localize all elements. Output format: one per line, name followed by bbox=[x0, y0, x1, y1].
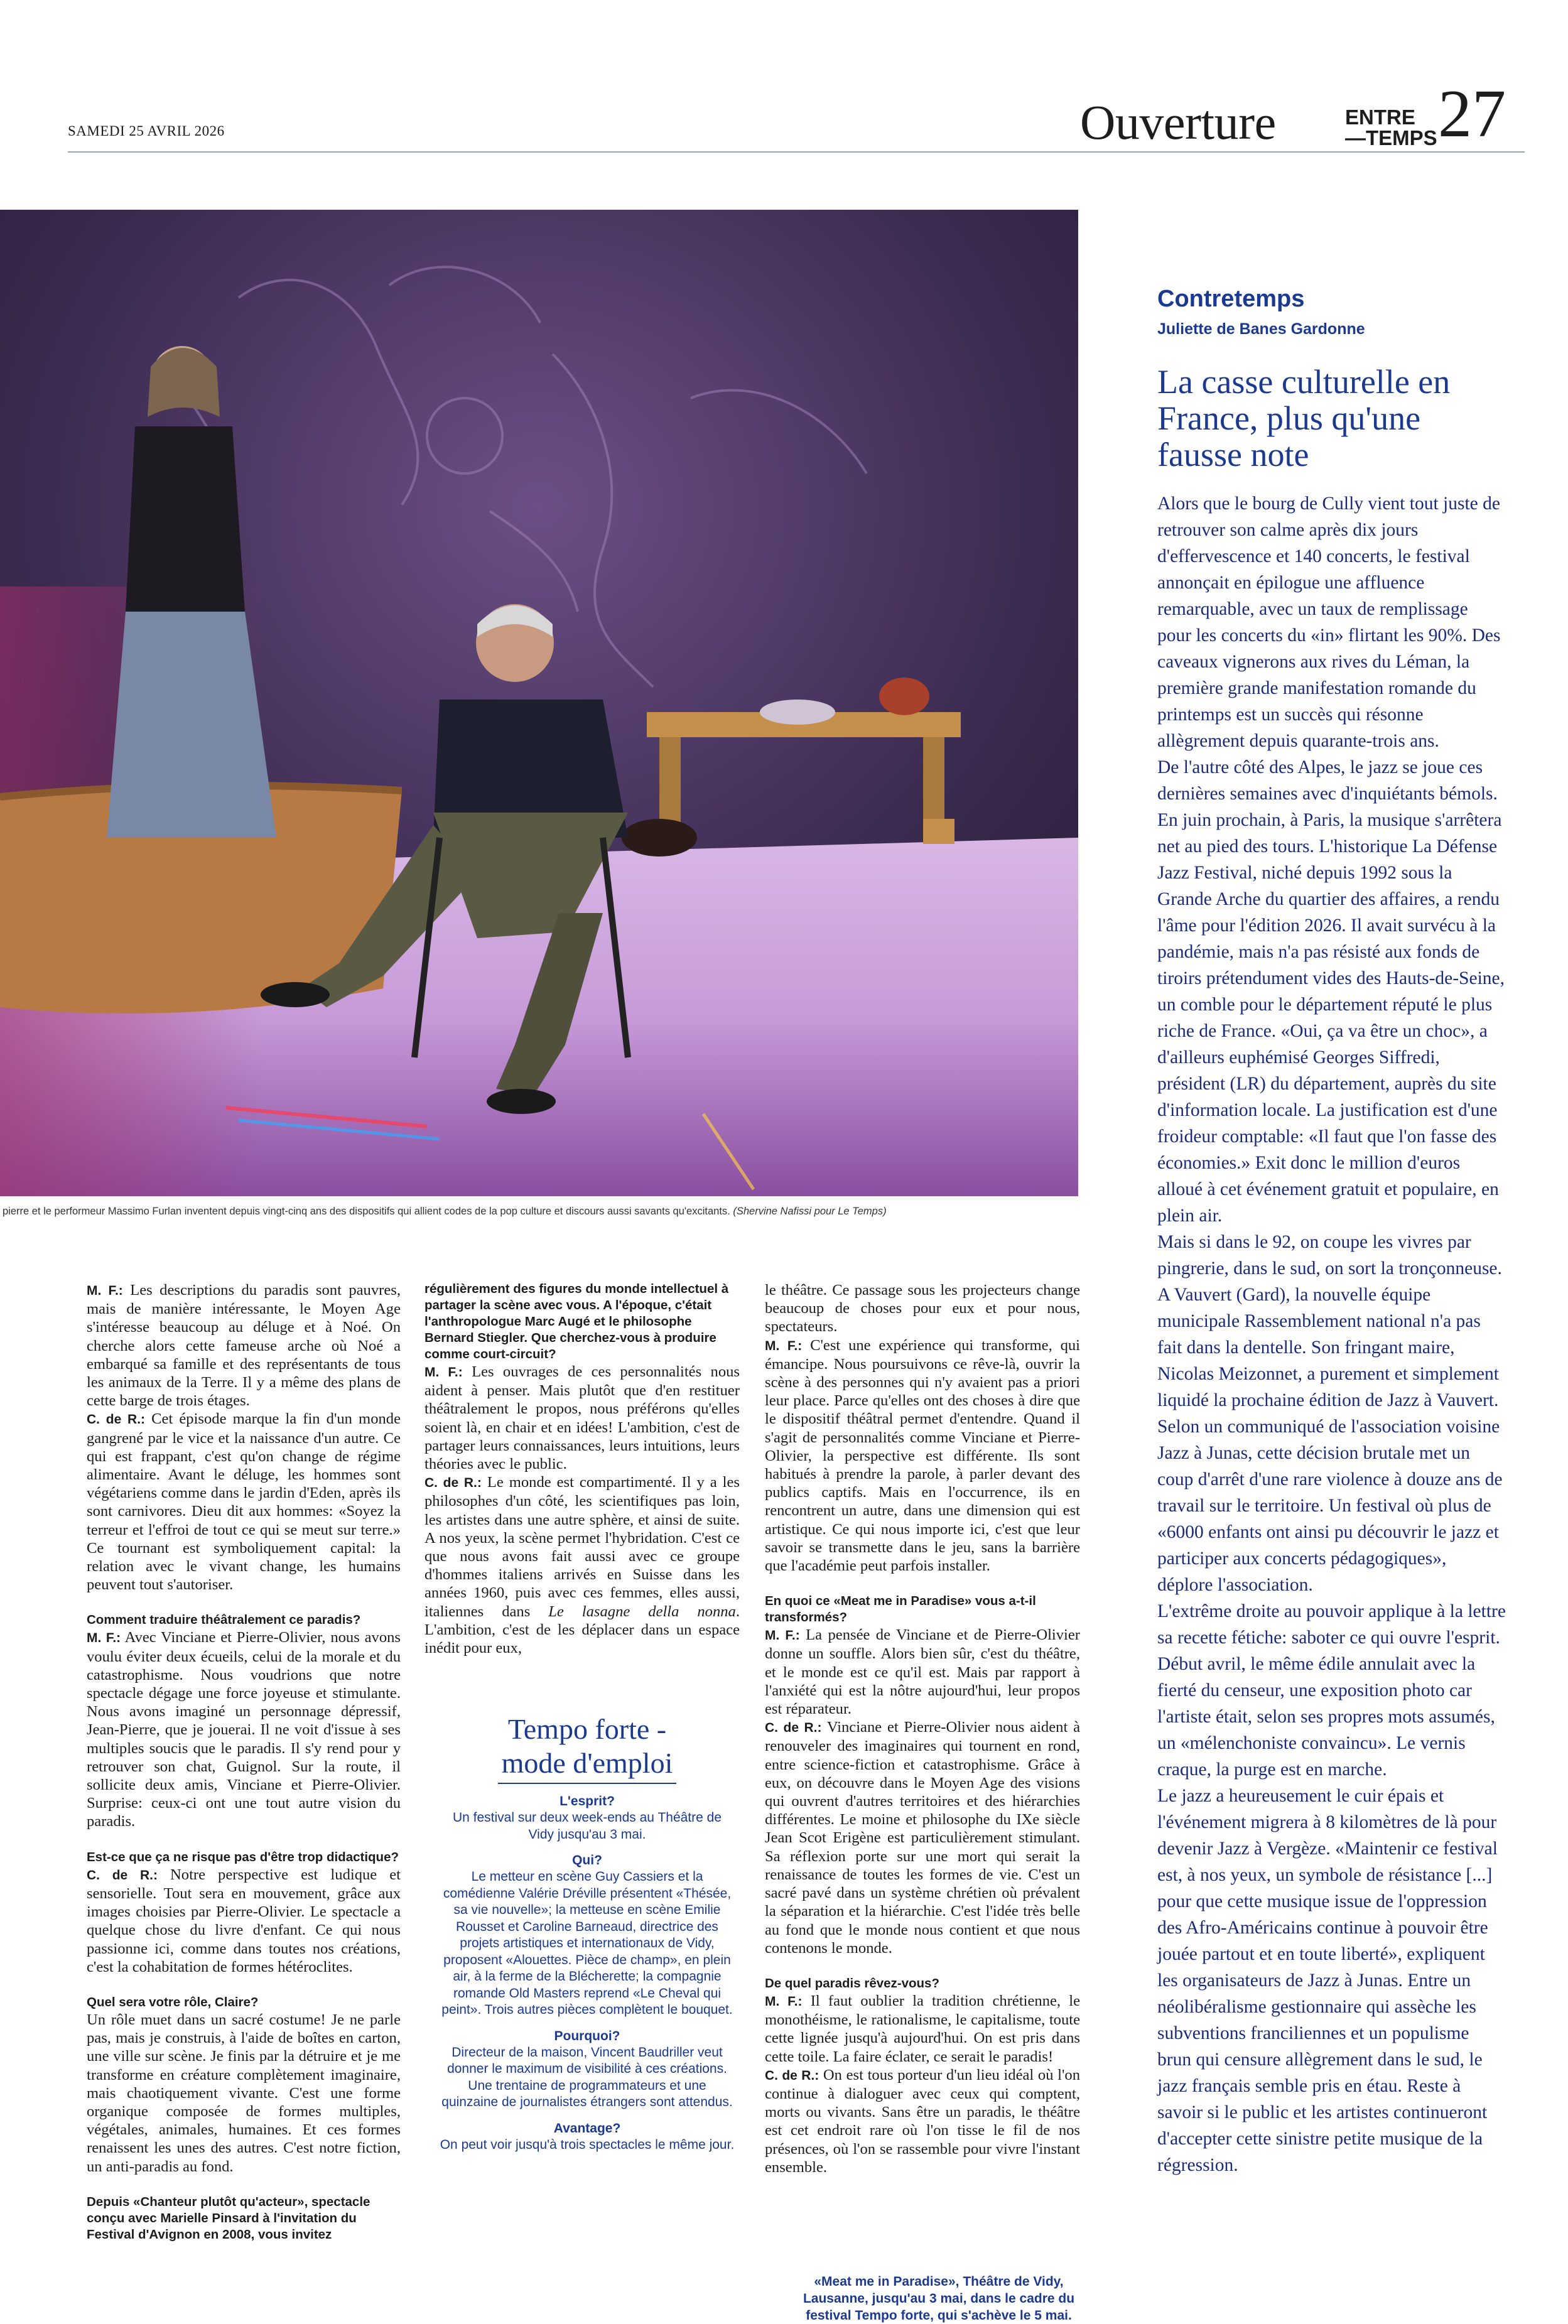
answer-text: C'est une expérience qui transforme, qui émancipe. Nous poursuivons ce rêve-là, ouvrir la scène à des personnes qui n'y avaient pas a priori leur place. Parce qu'elles ont des choses à dire que le dispositif théâtral permet d'entendre. Quand il s'agit de personnalités comme Vinciane et Pierre-Olivier, la perspective est différente. Ils sont habitués à prendre la parole, à parler devant des publics captifs. Mais en l'occurrence, ils en rencontrent un autre, dans une dimension qui est artistique. Ce qui nous importe ici, c'est que leur savoir se transmette dans le jeu, sans la barrière que l'académie peut parfois installer. bbox=[765, 1336, 1080, 1575]
speaker: M. F.: bbox=[87, 1284, 123, 1298]
tempo-forte-box bbox=[440, 1712, 735, 2153]
caption-text: pierre et le performeur Massimo Furlan inventent depuis vingt-cinq ans des dispositifs qui allient codes de la pop culture et discours aussi savants qu'excitants. bbox=[3, 1206, 730, 1217]
answer-text: Le monde est compartimenté. Il y a les philosophes d'un côté, les scientifiques pas loin, les artistes dans une autre sphère, et ainsi de suite. A nos yeux, la scène permet l'hybridation. C'est ce que nous avons fait aussi avec ce groupe d'hommes italiens arrivés en Suisse dans les années 1960, puis avec ces femmes, elles aussi, italiennes dans bbox=[424, 1474, 740, 1620]
answer-text: Cet épisode marque la fin d'un monde gangrené par le vice et la naissance d'un autre. Ce qui est frappant, c'est qu'on change de régime alimentaire. Avant le déluge, les hommes sont végétariens comme dans le jardin d'Eden, après ils sont carnivores. Dieu dit aux hommes: «Soyez la terreur et l'effroi de tout ce qui se meut sur terre.» Ce tournant est symboliquement capital: la relation avec le vivant change, les humains peuvent tout s'autoriser. bbox=[87, 1410, 401, 1594]
speaker: C. de R.: bbox=[87, 1867, 158, 1883]
speaker: M. F.: bbox=[424, 1365, 463, 1380]
answer-text: Il faut oublier la tradition chrétienne, le monothéisme, le rationalisme, le capitalisme, toute cette lignée jusqu'à aujourd'hui. On est pris dans cette toile. La faire éclater, ce serait le paradis! bbox=[765, 1992, 1080, 2065]
answer-paragraph bbox=[765, 1336, 1080, 1575]
answer-paragraph bbox=[424, 1363, 740, 1473]
column-paragraph: L'extrême droite au pouvoir applique à la lettre sa recette fétiche: saboter ce qui ouvre l'esprit. Début avril, le même édile annulait avec la fierté du censeur, une exposition photo car l'artiste était, selon ses propres mots assumés, un «mélenchoniste convaincu». Le vernis craque, la purge est en marche. bbox=[1157, 1601, 1506, 1780]
answer-text: . L'ambition, c'est de les déplacer dans un espace inédit pour eux, bbox=[424, 1602, 740, 1657]
answer-paragraph bbox=[424, 1473, 740, 1657]
column-title: La casse culturelle en France, plus qu'une fausse note bbox=[1157, 363, 1451, 473]
box-text: Un festival sur deux week-ends au Théâtre de Vidy jusqu'au 3 mai. bbox=[452, 1810, 722, 1842]
question: De quel paradis rêvez-vous? bbox=[765, 1975, 939, 1991]
answer-text: Vinciane et Pierre-Olivier nous aident à renouveler des imaginaires qui tournent en rond, entre science-fiction et catastrophisme. Grâce à eux, on découvre dans le Moyen Age des visions qui ouvrent d'autres territoires et des hiérarchies différentes. Le moine et philosophe du IXe siècle Jean Scot Erigène est particulièrement stimulant. Sa réflexion porte sur une mort qui serait la renaissance de toutes les formes de vie. C'est un sacré pavé dans un système chrétien où prévalent la séparation et la hiérarchie. C'est l'idée très belle au fond que le monde nous contient et que nous contenons le monde. bbox=[765, 1719, 1081, 1957]
issue-date: SAMEDI 25 AVRIL 2026 bbox=[68, 123, 225, 139]
column-paragraph: De l'autre côté des Alpes, le jazz se joue ces dernières semaines avec d'inquiétants bémols. bbox=[1157, 757, 1498, 804]
header-rule bbox=[68, 151, 1525, 153]
box-heading: Avantage? bbox=[553, 2121, 621, 2136]
answer-paragraph bbox=[87, 1410, 401, 1594]
answer-text: Avec Vinciane et Pierre-Olivier, nous avons voulu éviter deux écueils, celui de la morale et du catastrophisme. Nous voudrions que notre spectacle dégage une force joyeuse et stimulante. Nous avons imaginé un personnage dépressif, Jean-Pierre, que je jouerai. Il ne voit d'issue à ses multiples soucis que le paradis. Il s'y rend pour y retrouver son chat, Guignol. Sur la route, il sollicite deux amis, Vinciane et Pierre-Olivier. Surprise: ceux-ci ont une tout autre vision du paradis. bbox=[87, 1629, 401, 1830]
column-body bbox=[1157, 490, 1506, 2178]
speaker: C. de R.: bbox=[87, 1412, 146, 1427]
answer-text: Les ouvrages de ces personnalités nous aident à penser. Mais plutôt que d'en restituer théâtralement le propos, nous préférons qu'elles soient là, en chair et en idées! L'ambition, c'est de partager leurs connaissances, leurs intuitions, leurs théories avec le public. bbox=[424, 1363, 740, 1473]
column-paragraph: En juin prochain, à Paris, la musique s'arrêtera net au pied des tours. L'historique La Défense Jazz Festival, niché depuis 1992 sous la Grande Arche du quartier des affaires, a rendu l'âme pour l'édition 2026. Il avait survécu à la pandémie, mais n'a pas résisté aux fonds de tiroirs prétendument vides des Hauts-de-Seine, un comble pour le département réputé le plus riche de France. «Oui, ça va être un choc», a d'ailleurs euphémisé Georges Siffredi, président (LR) du département, auprès du site d'information locale. La justification est d'une froideur comptable: «Il faut que l'on fasse des économies.» Exit donc le million d'euros alloué à cet événement gratuit et populaire, en plein air. bbox=[1157, 810, 1505, 1226]
question: En quoi ce «Meat me in Paradise» vous a-t-il transformés? bbox=[765, 1594, 1036, 1625]
question: Quel sera votre rôle, Claire? bbox=[87, 1994, 259, 2009]
box-title-line-1: Tempo forte - bbox=[507, 1713, 667, 1745]
speaker: C. de R.: bbox=[765, 2068, 819, 2083]
question: Comment traduire théâtralement ce paradis? bbox=[87, 1613, 361, 1628]
show-title: Le lasagne della nonna bbox=[548, 1602, 736, 1620]
stage-photo-illustration bbox=[0, 210, 1078, 1196]
column-author: Juliette de Banes Gardonne bbox=[1157, 320, 1365, 338]
answer-paragraph bbox=[765, 2066, 1080, 2176]
speaker: M. F.: bbox=[765, 1994, 803, 2009]
speaker: M. F.: bbox=[765, 1628, 800, 1643]
answer-paragraph bbox=[87, 1866, 401, 1976]
speaker: M. F.: bbox=[87, 1631, 121, 1646]
answer-text: Notre perspective est ludique et sensorielle. Tout sera en mouvement, grâce aux images choisies par Pierre-Olivier. Le spectacle a quelque chose du livre d'enfant. Ce qui nous passionne ici, comme dans toutes nos créations, c'est la cohabitation de formes hétéroclites. bbox=[87, 1866, 401, 1975]
answer-paragraph bbox=[765, 1992, 1080, 2066]
answer-text: On est tous porteur d'un lieu idéal où l'on continue à dialoguer avec ceux qui comptent, morts ou vivants. Sans être un paradis, le théâtre est cet endroit rare où l'on tisse le fil de nos présences, où l'on se rassemble pour vivre l'instant ensemble. bbox=[765, 2066, 1081, 2176]
box-title-line-2: mode d'emploi bbox=[498, 1746, 677, 1784]
column-paragraph: Alors que le bourg de Cully vient tout juste de retrouver son calme après dix jours d'effervescence et 140 concerts, le festival annonçait en épilogue une affluence remarquable, avec un taux de remplissage pour les concerts du «in» flirtant les 90%. Des caveaux vignerons aux rives du Léman, la première grande manifestation romande du printemps est un succès qui résonne allègrement depuis quarante-trois ans. bbox=[1157, 494, 1501, 751]
answer-paragraph: Un rôle muet dans un sacré costume! Je ne parle pas, mais je construis, à l'aide de boîtes en carton, une ville sur scène. Je finis par la détruire et je me transforme en créature complètement imaginaire, mais chaotiquement vivante. C'est une forme organique composée de formes multiples, végétales, animales, humaines. Et ces formes renaissent les unes des autres. C'est notre fiction, un anti-paradis au fond. bbox=[87, 2011, 401, 2175]
speaker: C. de R.: bbox=[765, 1721, 822, 1736]
interview-column-2 bbox=[424, 1281, 740, 1657]
answer-paragraph bbox=[765, 1626, 1080, 1718]
section-title: Ouverture bbox=[1080, 95, 1276, 149]
box-text: Le metteur en scène Guy Cassiers et la comédienne Valérie Dréville présentent «Thésée, sa vie nouvelle»; la metteuse en scène Emilie Rousset et Caroline Barneaud, directrice des projets artistiques et internationaux de Vidy, proposent «Alouettes. Pièce de champ», en plein air, à la ferme de la Blécherette; la compagnie romande Old Masters reprend «Le Cheval qui peint». Trois autres pièces complètent le bouquet. bbox=[441, 1869, 733, 2017]
column-paragraph: Mais si dans le 92, on coupe les vivres par pingrerie, dans le sud, on sort la tronçonneuse. A Vauvert (Gard), la nouvelle équipe municipale Rassemblement national n'a pas fait dans la dentelle. Son fringant maire, Nicolas Meizonnet, a purement et simplement liquidé la prochaine édition de Jazz à Vauvert. Selon un communiqué de l'association voisine Jazz à Junas, cette décision brutale met un coup d'arrêt d'une rare violence à douze ans de travail sur le territoire. Un festival où plus de «6000 enfants ont ainsi pu découvrir le jazz et participer aux concerts pédagogiques», déplore l'association. bbox=[1157, 1232, 1503, 1595]
photo-credit: (Shervine Nafissi pour Le Temps) bbox=[733, 1206, 887, 1217]
logo-line-1: ENTRE bbox=[1345, 105, 1415, 129]
answer-paragraph: le théâtre. Ce passage sous les projecteurs change beaucoup de choses pour eux et pour nous, spectateurs. bbox=[765, 1282, 1080, 1336]
box-heading: L'esprit? bbox=[560, 1794, 615, 1808]
speaker: M. F.: bbox=[765, 1338, 803, 1353]
interview-column-1 bbox=[87, 1281, 401, 2243]
column-paragraph: Le jazz a heureusement le cuir épais et l'événement migrera à 8 kilomètres de là pour devenir Jazz à Vergèze. «Maintenir ce festival est, à nos yeux, un symbole de résistance [...] pour que cette musique issue de l'oppression des Afro-Américains continue à pouvoir être jouée partout et en toute liberté», expliquent les organisateurs de Jazz à Junas. Entre un néolibéralisme gestionnaire qui assèche les subventions franciliennes et un populisme brun qui censure allègrement dans le sud, le jazz français semble pris en étau. Reste à savoir si le public et les artistes continueront d'accepter cette sinistre petite musique de la régression. bbox=[1157, 1786, 1498, 2175]
box-text: On peut voir jusqu'à trois spectacles le même jour. bbox=[440, 2137, 735, 2152]
photo-caption bbox=[3, 1206, 1076, 1218]
interview-column-3 bbox=[765, 1281, 1080, 2176]
answer-text: La pensée de Vinciane et de Pierre-Olivier donne un souffle. Alors bien sûr, c'est du théâtre, et le monde est ce qu'il est. Mais par rapport à l'anxiété qui est la nôtre aujourd'hui, leur propos est réparateur. bbox=[765, 1626, 1080, 1718]
logo-line-2: —TEMPS bbox=[1345, 126, 1437, 149]
question-continued: régulièrement des figures du monde intellectuel à partager la scène avec vous. A l'époque, c'était l'anthropologue Marc Augé et le philosophe Bernard Stiegler. Que cherchez-vous à produire comme court-circuit? bbox=[424, 1282, 729, 1361]
answer-text: Les descriptions du paradis sont pauvres, mais de manière intéressante, le Moyen Age s'intéresse beaucoup au déluge et à Noé. On cherche alors cette fameuse arche où Noé a embarqué sa famille et des représentants de tous les animaux de la Terre. Il y a même des plans de cette barge de trois étages. bbox=[87, 1282, 401, 1410]
stage-photo bbox=[0, 210, 1078, 1196]
box-text: Directeur de la maison, Vincent Baudriller veut donner le maximum de visibilité à ces créations. Une trentaine de programmateurs et une quinzaine de journalistes étrangers sont attendus. bbox=[441, 2045, 733, 2109]
speaker: C. de R.: bbox=[424, 1476, 482, 1491]
box-title bbox=[440, 1712, 735, 1784]
column-kicker: Contretemps bbox=[1157, 286, 1305, 312]
page-number: 27 bbox=[1438, 77, 1506, 151]
question: Est-ce que ça ne risque pas d'être trop didactique? bbox=[87, 1849, 399, 1864]
question: Depuis «Chanteur plutôt qu'acteur», spectacle conçu avec Marielle Pinsard à l'invitation du Festival d'Avignon en 2008, vous invitez bbox=[87, 2194, 370, 2242]
answer-paragraph bbox=[765, 1718, 1080, 1957]
answer-paragraph bbox=[87, 1281, 401, 1410]
show-info-note: «Meat me in Paradise», Théâtre de Vidy, Lausanne, jusqu'au 3 mai, dans le cadre du festival Tempo forte, qui s'achève le 5 mai. bbox=[803, 2274, 1075, 2323]
opinion-column bbox=[1157, 286, 1506, 2178]
box-heading: Qui? bbox=[572, 1853, 602, 1867]
newspaper-logo bbox=[1345, 107, 1437, 148]
box-heading: Pourquoi? bbox=[554, 2028, 620, 2043]
answer-paragraph bbox=[87, 1628, 401, 1830]
